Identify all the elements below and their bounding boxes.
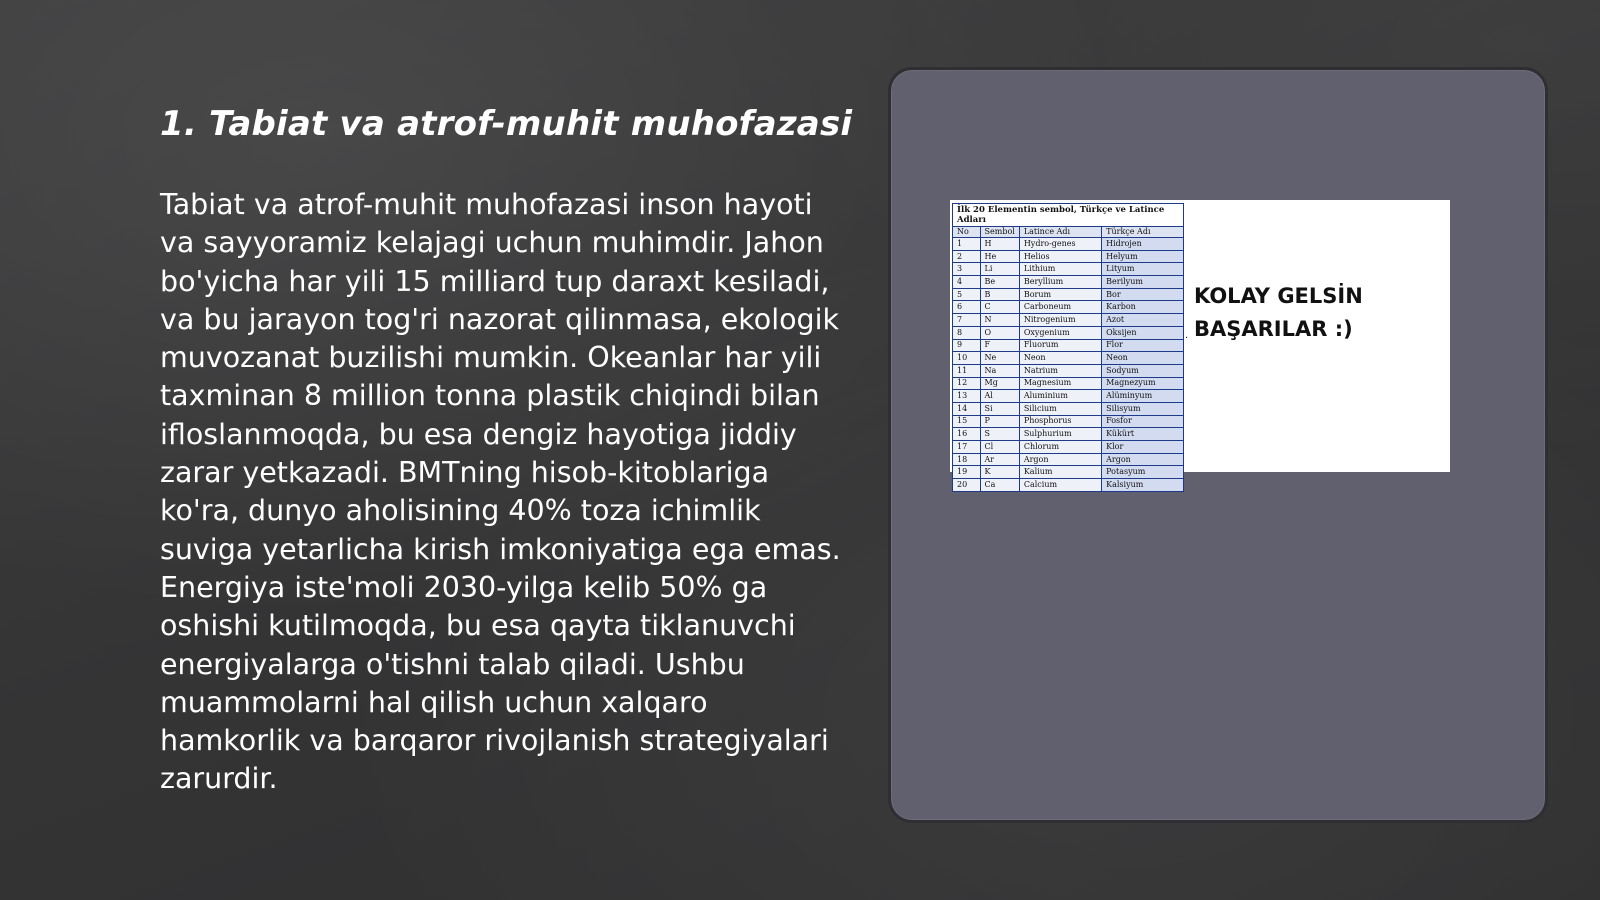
cell-symbol: Li xyxy=(980,263,1019,276)
message-line-2: BAŞARILAR :) xyxy=(1194,317,1353,341)
cell-latin-name: Lithium xyxy=(1019,263,1101,276)
cell-symbol: Mg xyxy=(980,377,1019,390)
cell-latin-name: Helios xyxy=(1019,250,1101,263)
slide-title: 1. Tabiat va atrof-muhit muhofazasi xyxy=(160,104,853,144)
cell-turkish-name: Hidrojen xyxy=(1102,238,1184,251)
header-turkish-name: Türkçe Adı xyxy=(1102,227,1184,238)
header-latin-name: Latince Adı xyxy=(1019,227,1101,238)
cell-latin-name: Calcium xyxy=(1019,479,1101,492)
cell-turkish-name: Argon xyxy=(1102,453,1184,466)
cell-no: 7 xyxy=(953,314,981,327)
cell-symbol: Al xyxy=(980,390,1019,403)
cell-turkish-name: Karbon xyxy=(1102,301,1184,314)
cell-latin-name: Aluminium xyxy=(1019,390,1101,403)
cell-turkish-name: Silisyum xyxy=(1102,402,1184,415)
cell-symbol: Cl xyxy=(980,441,1019,454)
table-row xyxy=(953,288,1184,301)
cell-symbol: He xyxy=(980,250,1019,263)
cell-no: 11 xyxy=(953,364,981,377)
cell-no: 1 xyxy=(953,238,981,251)
element-table-title: İlk 20 Elementin sembol, Türkçe ve Latince Adları xyxy=(952,203,1184,226)
cell-no: 6 xyxy=(953,301,981,314)
cell-latin-name: Magnesium xyxy=(1019,377,1101,390)
cell-no: 20 xyxy=(953,479,981,492)
cell-turkish-name: Sodyum xyxy=(1102,364,1184,377)
table-row xyxy=(953,390,1184,403)
embedded-image xyxy=(950,200,1450,490)
cell-symbol: H xyxy=(980,238,1019,251)
cell-no: 12 xyxy=(953,377,981,390)
cell-turkish-name: Berilyum xyxy=(1102,276,1184,289)
cell-no: 3 xyxy=(953,263,981,276)
cell-symbol: N xyxy=(980,314,1019,327)
table-row xyxy=(953,238,1184,251)
element-table-body xyxy=(953,238,1184,492)
table-row xyxy=(953,377,1184,390)
cell-turkish-name: Potasyum xyxy=(1102,466,1184,479)
element-table xyxy=(952,203,1184,492)
cell-latin-name: Neon xyxy=(1019,352,1101,365)
table-row xyxy=(953,466,1184,479)
cell-no: 2 xyxy=(953,250,981,263)
cell-no: 9 xyxy=(953,339,981,352)
table-row xyxy=(953,402,1184,415)
header-symbol: Sembol xyxy=(980,227,1019,238)
table-row xyxy=(953,479,1184,492)
cell-latin-name: Oxygenium xyxy=(1019,326,1101,339)
cell-symbol: S xyxy=(980,428,1019,441)
slide-body-text: Tabiat va atrof-muhit muhofazasi inson hayoti va sayyoramiz kelajagi uchun muhimdir. Jahon bo'yicha har yili 15 milliard tup daraxt kesiladi, va bu jarayon tog'ri nazorat qilinmasa, ekologik muvozanat buzilishi mumkin. Okeanlar har yili taxminan 8 million tonna plastik chiqindi bilan ifloslanmoqda, bu esa dengiz hayotiga jiddiy zarar yetkazadi. BMTning hisob-kitoblariga ko'ra, dunyo aholisining 40% toza ichimlik suviga yetarlicha kirish imkoniyatiga ega emas. Energiya iste'moli 2030-yilga kelib 50% ga oshishi kutilmoqda, bu esa qayta tiklanuvchi energiyalarga o'tishni talab qiladi. Ushbu muammolarni hal qilish uchun xalqaro hamkorlik va barqaror rivojlanish strategiyalari zarurdir. xyxy=(160,188,841,796)
cell-symbol: Be xyxy=(980,276,1019,289)
cell-turkish-name: Oksijen xyxy=(1102,326,1184,339)
cell-turkish-name: Flor xyxy=(1102,339,1184,352)
table-row xyxy=(953,352,1184,365)
cell-turkish-name: Magnezyum xyxy=(1102,377,1184,390)
cell-symbol: Ca xyxy=(980,479,1019,492)
table-row xyxy=(953,441,1184,454)
table-row xyxy=(953,250,1184,263)
table-row xyxy=(953,263,1184,276)
cell-turkish-name: Fosfor xyxy=(1102,415,1184,428)
cell-turkish-name: Azot xyxy=(1102,314,1184,327)
cell-no: 16 xyxy=(953,428,981,441)
cell-latin-name: Phosphorus xyxy=(1019,415,1101,428)
table-row xyxy=(953,326,1184,339)
cell-no: 14 xyxy=(953,402,981,415)
cell-latin-name: Natrium xyxy=(1019,364,1101,377)
cell-no: 17 xyxy=(953,441,981,454)
cell-turkish-name: Neon xyxy=(1102,352,1184,365)
cell-latin-name: Fluorum xyxy=(1019,339,1101,352)
table-row xyxy=(953,364,1184,377)
cell-no: 10 xyxy=(953,352,981,365)
message-line-1: KOLAY GELSİN xyxy=(1194,284,1363,308)
cell-no: 19 xyxy=(953,466,981,479)
cell-latin-name: Sulphurium xyxy=(1019,428,1101,441)
cell-symbol: B xyxy=(980,288,1019,301)
cell-symbol: P xyxy=(980,415,1019,428)
cell-latin-name: Hydro-genes xyxy=(1019,238,1101,251)
cell-turkish-name: Alüminyum xyxy=(1102,390,1184,403)
cell-no: 8 xyxy=(953,326,981,339)
cell-turkish-name: Kükürt xyxy=(1102,428,1184,441)
cell-symbol: Ne xyxy=(980,352,1019,365)
cell-symbol: Na xyxy=(980,364,1019,377)
cell-latin-name: Argon xyxy=(1019,453,1101,466)
cell-turkish-name: Bor xyxy=(1102,288,1184,301)
cell-no: 13 xyxy=(953,390,981,403)
table-row xyxy=(953,314,1184,327)
cell-turkish-name: Kalsiyum xyxy=(1102,479,1184,492)
cell-turkish-name: Lityum xyxy=(1102,263,1184,276)
cell-symbol: C xyxy=(980,301,1019,314)
cell-no: 5 xyxy=(953,288,981,301)
table-row xyxy=(953,415,1184,428)
header-no: No xyxy=(953,227,981,238)
cell-symbol: F xyxy=(980,339,1019,352)
table-row xyxy=(953,428,1184,441)
cell-latin-name: Borum xyxy=(1019,288,1101,301)
cell-latin-name: Carboneum xyxy=(1019,301,1101,314)
cell-symbol: O xyxy=(980,326,1019,339)
cell-turkish-name: Helyum xyxy=(1102,250,1184,263)
cell-no: 15 xyxy=(953,415,981,428)
cell-symbol: Ar xyxy=(980,453,1019,466)
cell-no: 18 xyxy=(953,453,981,466)
cell-latin-name: Kalium xyxy=(1019,466,1101,479)
cell-latin-name: Beryllium xyxy=(1019,276,1101,289)
element-table-header-row xyxy=(953,227,1184,238)
message-text xyxy=(1194,280,1363,346)
cell-latin-name: Nitrogenium xyxy=(1019,314,1101,327)
cell-no: 4 xyxy=(953,276,981,289)
cell-symbol: Si xyxy=(980,402,1019,415)
cell-symbol: K xyxy=(980,466,1019,479)
cell-latin-name: Silicium xyxy=(1019,402,1101,415)
table-row xyxy=(953,301,1184,314)
table-row xyxy=(953,453,1184,466)
table-row xyxy=(953,339,1184,352)
cell-latin-name: Chlorum xyxy=(1019,441,1101,454)
stray-dot: . xyxy=(1185,330,1189,341)
table-row xyxy=(953,276,1184,289)
cell-turkish-name: Klor xyxy=(1102,441,1184,454)
